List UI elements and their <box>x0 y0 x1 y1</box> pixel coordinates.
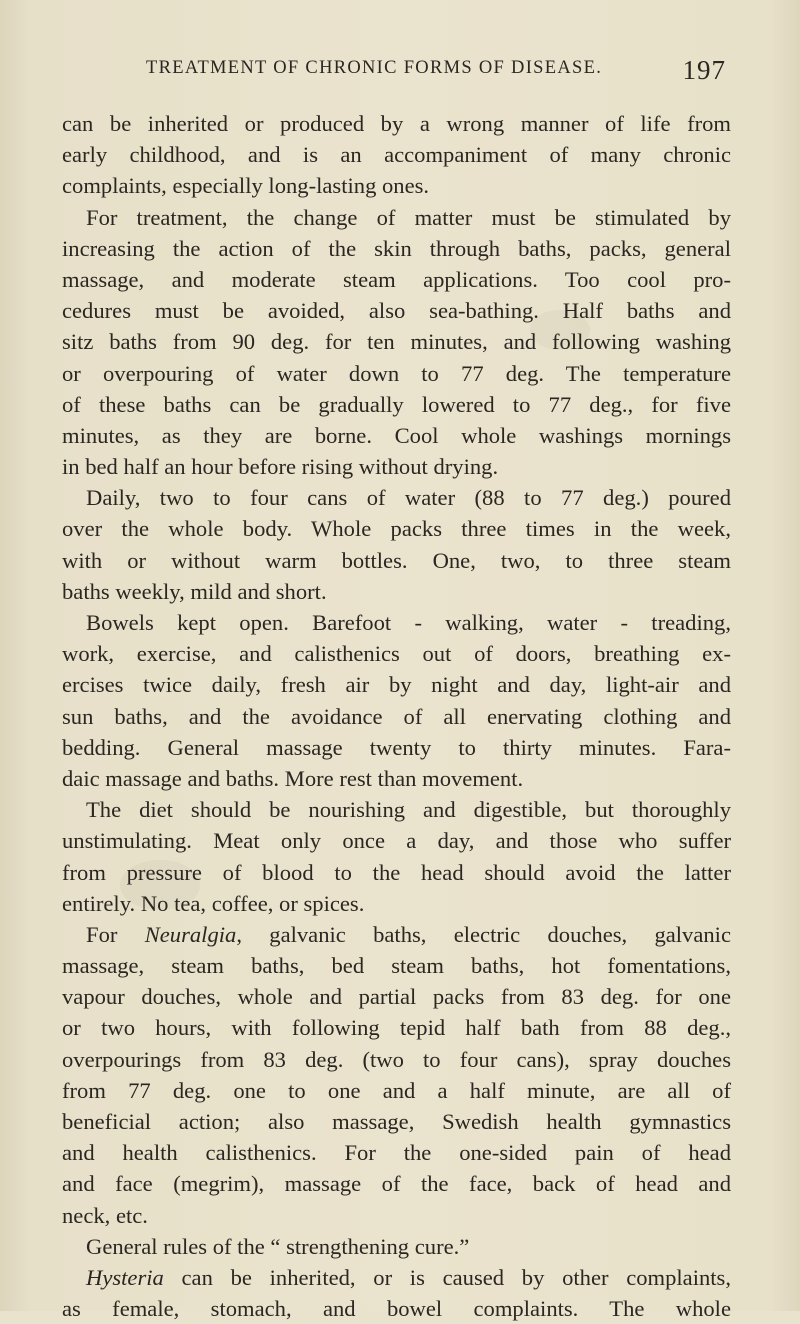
text-line <box>62 1106 731 1137</box>
text-line <box>62 1200 731 1231</box>
text-segment: work, exercise, and calisthenics out of doors, breathing ex- <box>62 641 731 667</box>
text-line <box>62 202 731 233</box>
text-segment: unstimulating. Meat only once a day, and those who suffer <box>62 828 731 854</box>
text-line <box>62 919 731 950</box>
text-segment: in bed half an hour before rising without drying. <box>62 454 499 480</box>
body-text <box>62 108 731 1324</box>
running-head: TREATMENT OF CHRONIC FORMS OF DISEASE. <box>146 58 603 78</box>
text-line <box>62 981 731 1012</box>
text-line <box>62 513 731 544</box>
text-line <box>62 607 731 638</box>
text-segment: of these baths can be gradually lowered to 77 deg., for five <box>62 391 731 417</box>
text-line <box>62 451 731 482</box>
text-line <box>62 1012 731 1043</box>
text-line <box>62 1168 731 1199</box>
text-line <box>62 1044 731 1075</box>
text-segment: can be inherited, or is caused by other complaints, <box>163 1264 731 1290</box>
text-segment: increasing the action of the skin through baths, packs, general <box>62 235 731 261</box>
text-segment: and health calisthenics. For the one-sided pain of head <box>62 1140 731 1166</box>
page-number: 197 <box>682 55 726 85</box>
text-line <box>62 638 731 669</box>
text-segment: General rules of the “ strengthening cure.” <box>86 1233 470 1259</box>
text-line <box>62 794 731 825</box>
text-segment: can be inherited or produced by a wrong manner of life from <box>62 111 731 136</box>
text-segment: ercises twice daily, fresh air by night and day, light-air and <box>62 672 731 698</box>
text-segment: massage, steam baths, bed steam baths, hot fomentations, <box>62 953 731 979</box>
text-segment: For treatment, the change of matter must be stimulated by <box>86 204 731 230</box>
text-segment: Bowels kept open. Barefoot - walking, water - treading, <box>86 610 731 635</box>
text-line <box>62 763 731 794</box>
text-line <box>62 420 731 451</box>
text-segment: massage, and moderate steam applications. Too cool pro- <box>62 266 731 292</box>
text-segment: For <box>86 921 145 947</box>
text-segment: Daily, two to four cans of water (88 to 77 deg.) poured <box>86 485 731 511</box>
text-line <box>62 139 731 170</box>
text-line <box>62 108 731 139</box>
text-line <box>62 1231 731 1262</box>
text-line <box>62 295 731 326</box>
text-line <box>62 1262 731 1293</box>
text-line <box>62 732 731 763</box>
text-line <box>62 358 731 389</box>
text-segment: with or without warm bottles. One, two, to three steam <box>62 547 731 573</box>
text-segment: The diet should be nourishing and digestible, but thoroughly <box>86 797 731 823</box>
text-line <box>62 170 731 201</box>
text-line <box>62 1293 731 1324</box>
text-line <box>62 264 731 295</box>
text-segment: early childhood, and is an accompaniment of many chronic <box>62 142 731 168</box>
text-line <box>62 389 731 420</box>
text-segment: cedures must be avoided, also sea-bathing. Half baths and <box>62 298 731 324</box>
text-segment: from pressure of blood to the head should avoid the latter <box>62 859 731 885</box>
text-segment: neck, etc. <box>62 1202 148 1228</box>
text-segment: over the whole body. Whole packs three times in the week, <box>62 516 731 542</box>
page-header <box>146 55 726 86</box>
text-segment: sitz baths from 90 deg. for ten minutes, and following washing <box>62 329 731 355</box>
text-segment: sun baths, and the avoidance of all enervating clothing and <box>62 703 731 729</box>
text-line <box>62 233 731 264</box>
text-segment: beneficial action; also massage, Swedish health gymnastics <box>62 1109 731 1134</box>
text-segment: as female, stomach, and bowel complaints. The whole <box>62 1296 731 1322</box>
text-segment: overpourings from 83 deg. (two to four cans), spray douches <box>62 1046 731 1072</box>
text-line <box>62 857 731 888</box>
text-segment: from 77 deg. one to one and a half minute, are all of <box>62 1077 731 1103</box>
text-segment: or overpouring of water down to 77 deg. The temperature <box>62 360 731 386</box>
text-line <box>62 482 731 513</box>
text-line <box>62 576 731 607</box>
text-segment: and face (megrim), massage of the face, back of head and <box>62 1171 731 1197</box>
text-line <box>62 950 731 981</box>
text-line <box>62 1075 731 1106</box>
text-segment: entirely. No tea, coffee, or spices. <box>62 890 365 916</box>
italic-term: Hysteria <box>86 1264 164 1290</box>
text-segment: , galvanic baths, electric douches, galvanic <box>236 921 731 947</box>
text-line <box>62 326 731 357</box>
text-segment: baths weekly, mild and short. <box>62 578 327 604</box>
text-line <box>62 888 731 919</box>
text-line <box>62 1137 731 1168</box>
text-line <box>62 545 731 576</box>
text-line <box>62 825 731 856</box>
text-segment: vapour douches, whole and partial packs from 83 deg. for one <box>62 984 731 1010</box>
text-line <box>62 669 731 700</box>
text-segment: bedding. General massage twenty to thirty minutes. Fara- <box>62 734 731 760</box>
text-segment: daic massage and baths. More rest than movement. <box>62 765 524 791</box>
text-segment: complaints, especially long-lasting ones. <box>62 173 430 199</box>
italic-term: Neuralgia <box>144 921 237 947</box>
text-line <box>62 701 731 732</box>
text-segment: or two hours, with following tepid half bath from 88 deg., <box>62 1015 731 1041</box>
text-segment: minutes, as they are borne. Cool whole washings mornings <box>62 422 731 448</box>
